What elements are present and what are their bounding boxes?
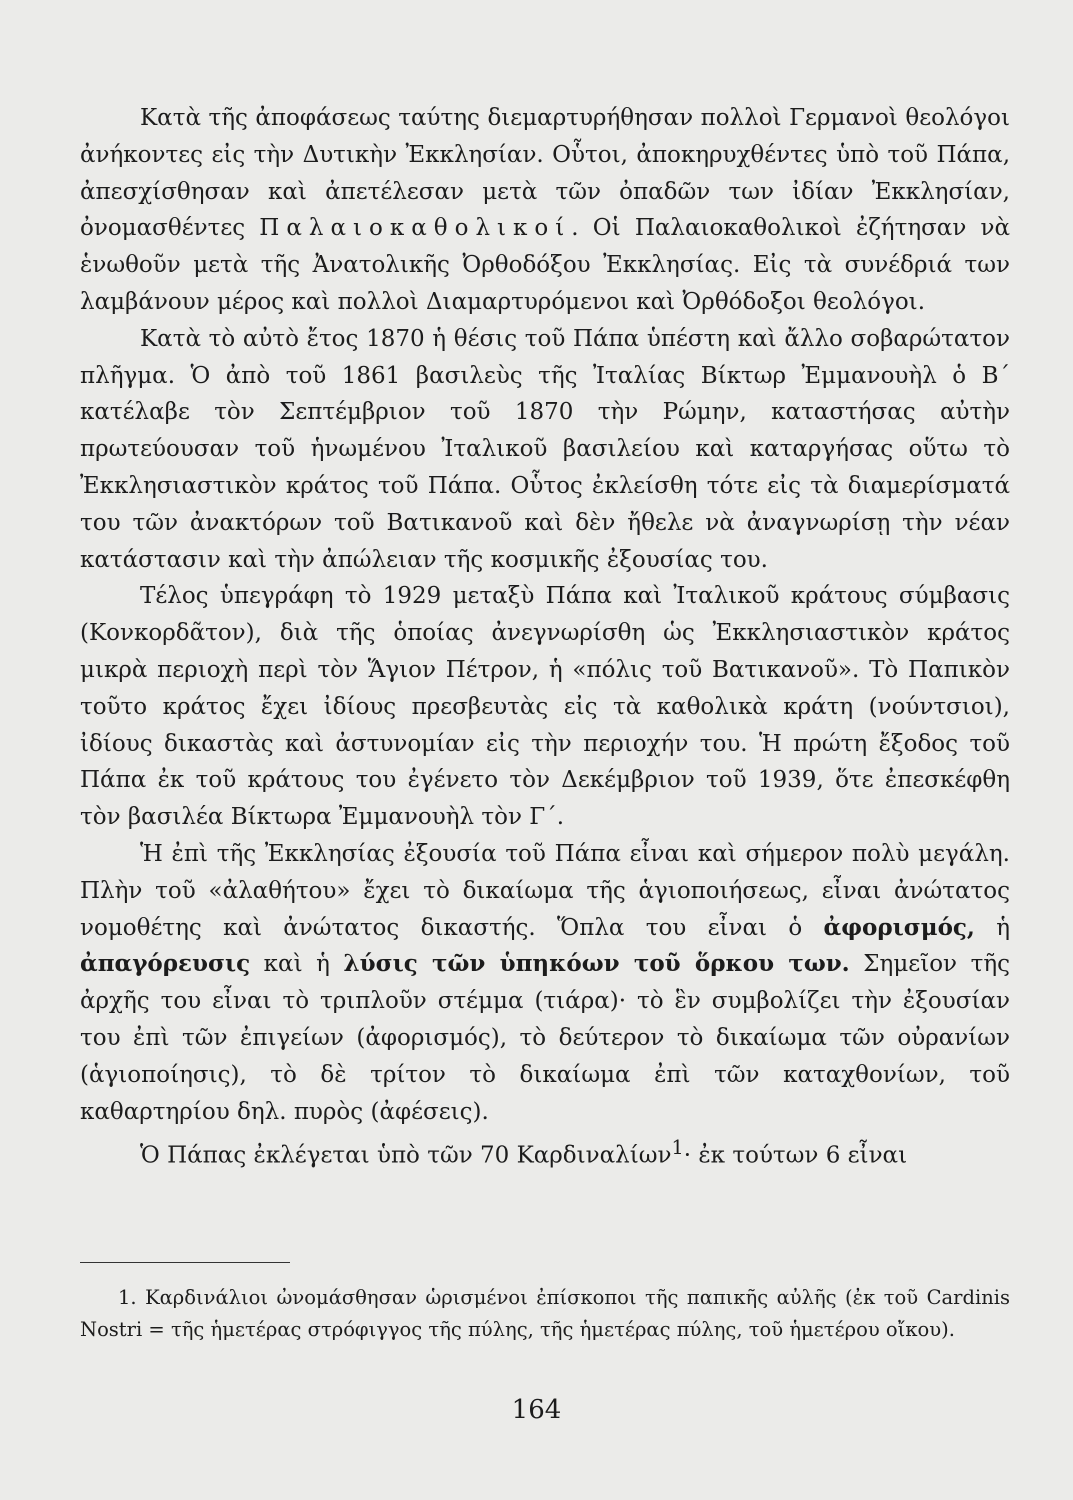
paragraph-2: Κατὰ τὸ αὐτὸ ἔτος 1870 ἡ θέσις τοῦ Πάπα ὑπέστη καὶ ἄλλο σοβαρώτατον πλῆγμα. Ὁ ἀπὸ τοῦ 1861 βασιλεὺς τῆς Ἰταλίας Βίκτωρ Ἐμμανουὴλ ὁ Β΄ κατέλαβε τὸν Σεπτέμβριον τοῦ 1870 τὴν Ρώμην, καταστήσας αὐτὴν πρωτεύουσαν τοῦ ἡνωμένου Ἰταλικοῦ βασιλείου καὶ καταργήσας οὕτω τὸ Ἐκκλησιαστικὸν κράτος τοῦ Πάπα. Οὗτος ἐκλείσθη τότε εἰς τὰ διαμερίσματά του τῶν ἀνακτόρων τοῦ Βατικανοῦ καὶ δὲν ἤθελε νὰ ἀναγνωρίσῃ τὴν νέαν κατάστασιν καὶ τὴν ἀπώλειαν τῆς κοσμικῆς ἐξουσίας του. <box>80 325 1010 573</box>
footnote-marker: 1 <box>671 1136 684 1160</box>
page-number: 164 <box>511 1395 562 1425</box>
paragraph-1-text-c: . Οἱ Παλαιοκαθολικοὶ ἐζήτησαν νὰ ἑνωθοῦν μετὰ τῆς Ἀνατολικῆς Ὀρθοδόξου Ἐκκλησίας. Εἰς τὰ συνέδριά των λαμβάνουν μέρος καὶ πολλοὶ Διαμαρτυρόμενοι καὶ Ὀρθόδοξοι θεολόγοι. <box>80 215 1010 315</box>
paragraph-1-text-a: Κατὰ τῆς ἀποφάσεως ταύτης διεμαρτυρήθησαν πολλοὶ Γερμανοὶ θεολόγοι ἀνήκοντες εἰς τὴν Δυτικὴν Ἐκκλησίαν. Οὗτοι, ἀποκηρυχθέντες ὑπὸ τοῦ Πάπα, ἀπεσχίσθησαν καὶ ἀπετέλεσαν μετὰ τῶν ὀπαδῶν των ἰδίαν Ἐκκλησίαν, ὀνομασθέντες <box>80 105 1010 242</box>
paragraph-4-text-a: Ἡ ἐπὶ τῆς Ἐκκλησίας ἐξουσία τοῦ Πάπα εἶναι καὶ σήμερον πολὺ μεγάλη. Πλὴν τοῦ «ἀλαθήτου» ἔχει τὸ δικαίωμα τῆς ἁγιοποιήσεως, εἶναι ἀνώτατος νομοθέτης καὶ ἀνώτατος δικαστής. Ὅπλα του εἶναι ὁ <box>80 840 1010 941</box>
bold-term-apagoreusis: ἀπαγόρευσις <box>80 950 251 978</box>
bold-term-lysis: λύσις τῶν ὑπηκόων τοῦ ὅρκου των. <box>343 950 850 978</box>
bold-term-aforismos: ἀφορισμός, <box>823 913 975 941</box>
paragraph-5-text-a: Ὁ Πάπας ἐκλέγεται ὑπὸ τῶν 70 Καρδιναλίων <box>140 1142 672 1169</box>
paragraph-4-text-e: καὶ ἡ <box>250 951 344 978</box>
paragraph-4-text-c: ἡ <box>974 914 1011 941</box>
spaced-term-palaiokatholikoi: Παλαιοκαθολικοί <box>259 215 572 242</box>
paragraph-4-text-g: Σημεῖον τῆς ἀρχῆς του εἶναι τὸ τριπλοῦν στέμμα (τιάρα)· τὸ ἓν συμβολίζει τὴν ἐξουσίαν του ἐπὶ τῶν ἐπιγείων (ἀφορισμός), τὸ δεύτερον τὸ δικαίωμα τῶν οὐρανίων (ἁγιοποίησις), τὸ δὲ τρίτον τὸ δικαίωμα ἐπὶ τῶν καταχθονίων, τοῦ καθαρτηρίου δηλ. πυρὸς (ἀφέσεις). <box>80 951 1011 1125</box>
paragraph-1 <box>80 100 1010 321</box>
footnote-divider <box>80 1262 290 1263</box>
paragraph-4 <box>80 836 1010 1130</box>
paragraph-5 <box>80 1130 1010 1174</box>
paragraph-5-text-b: · ἐκ τούτων 6 εἶναι <box>683 1142 908 1169</box>
body-text <box>80 100 1010 1175</box>
paragraph-3: Τέλος ὑπεγράφη τὸ 1929 μεταξὺ Πάπα καὶ Ἰταλικοῦ κράτους σύμβασις (Κονκορδᾶτον), διὰ τῆς ὁποίας ἀνεγνωρίσθη ὡς Ἐκκλησιαστικὸν κράτος μικρὰ περιοχὴ περὶ τὸν Ἅγιον Πέτρον, ἡ «πόλις τοῦ Βατικανοῦ». Τὸ Παπικὸν τοῦτο κράτος ἔχει ἰδίους πρεσβευτὰς εἰς τὰ καθολικὰ κράτη (νούντσιοι), ἰδίους δικαστὰς καὶ ἀστυνομίαν εἰς τὴν περιοχήν του. Ἡ πρώτη ἔξοδος τοῦ Πάπα ἐκ τοῦ κράτους του ἐγένετο τὸν Δεκέμβριον τοῦ 1939, ὅτε ἐπεσκέφθη τὸν βασιλέα Βίκτωρα Ἐμμανουὴλ τὸν Γ΄. <box>80 583 1010 831</box>
footnote: 1. Καρδινάλιοι ὠνομάσθησαν ὡρισμένοι ἐπίσκοποι τῆς παπικῆς αὐλῆς (ἐκ τοῦ Cardinis Nostri = τῆς ἡμετέρας στρόφιγγος τῆς πύλης, τῆς ἡμετέρας πύλης, τοῦ ἡμετέρου οἴκου). <box>80 1286 1010 1341</box>
